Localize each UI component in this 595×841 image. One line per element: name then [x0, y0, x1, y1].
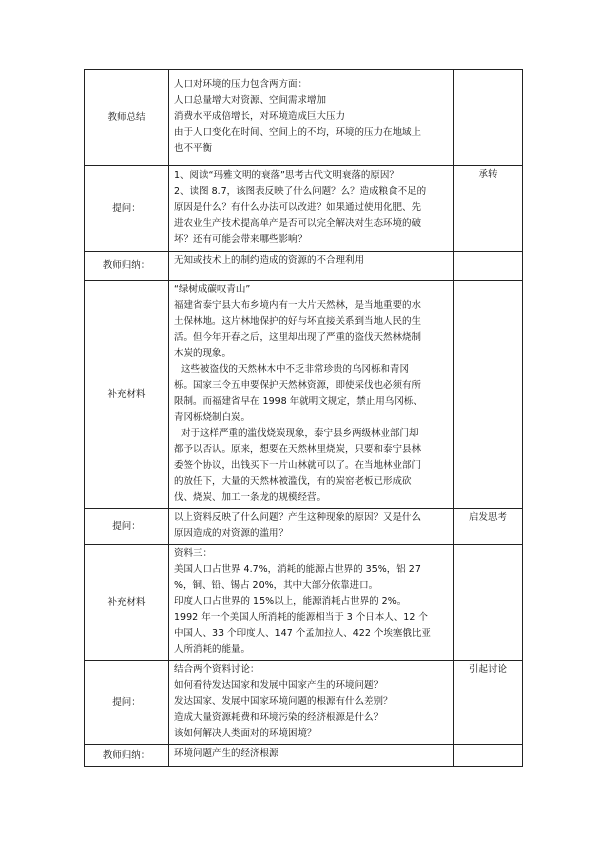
- row-content: [169, 661, 454, 745]
- row-content: [169, 166, 454, 252]
- content-line: 福建省泰宁县大布乡境内有一大片天然林，是当地重要的水: [174, 300, 422, 311]
- content-line: %，铜、铅、锡占 20%，其中大部分依靠进口。: [174, 580, 379, 591]
- row-label: 教师总结: [85, 70, 169, 166]
- content-line: 1、阅读“玛雅文明的衰落”思考古代文明衰落的原因？: [174, 170, 399, 181]
- content-line: 也不平衡: [174, 143, 213, 154]
- content-line: 原因是什么？有什么办法可以改进？如果通过使用化肥、先: [174, 202, 422, 213]
- row-note: [454, 70, 523, 166]
- content-line: 伐、烧炭、加工一条龙的规模经营。: [174, 492, 327, 503]
- row-content: [169, 281, 454, 509]
- content-line: 栎。国家三令五申要保护天然林资源，即使采伐也必须有所: [174, 380, 422, 391]
- content-line: 木炭的现象。: [174, 348, 232, 359]
- table-row: [85, 166, 523, 252]
- row-label: 教师归纳：: [85, 252, 169, 281]
- row-note: [454, 545, 523, 661]
- row-note: [454, 252, 523, 281]
- row-content: [169, 70, 454, 166]
- row-label: 补充材料: [85, 545, 169, 661]
- content-line: 如何看待发达国家和发展中国家产生的环境问题？: [174, 680, 384, 691]
- row-label: 提问：: [85, 509, 169, 545]
- content-line: 坏？还有可能会带来哪些影响？: [174, 234, 308, 245]
- table-row: [85, 545, 523, 661]
- content-line: 中国人、33 个印度人、147 个孟加拉人、422 个埃塞俄比亚: [174, 628, 431, 639]
- content-line: 土保林地。这片林地保护的好与坏直接关系到当地人民的生: [174, 316, 422, 327]
- content-line: 2、读图 8.7，该图表反映了什么问题？么？造成粮食不足的: [174, 186, 427, 197]
- content-line: 环境问题产生的经济根源: [174, 748, 279, 759]
- content-line: 无知或技术上的制约造成的资源的不合理利用: [174, 255, 365, 266]
- row-note: 启发思考: [454, 509, 523, 545]
- content-line: 由于人口变化在时间、空间上的不均，环境的压力在地域上: [174, 127, 422, 138]
- table-row: [85, 745, 523, 767]
- content-line: 人口总量增大对资源、空间需求增加: [174, 95, 327, 106]
- content-line: 印度人口占世界的 15%以上，能源消耗占世界的 2%。: [174, 596, 407, 607]
- content-line: 1992 年一个美国人所消耗的能源相当于 3 个日本人、12 个: [174, 612, 428, 623]
- content-line: 发达国家、发展中国家环境问题的根源有什么差别？: [174, 696, 393, 707]
- content-line: 活。但今年开春之后，这里却出现了严重的盗伐天然林烧制: [174, 332, 422, 343]
- lesson-plan-table: [84, 69, 523, 767]
- row-note: [454, 281, 523, 509]
- row-note: 承转: [454, 166, 523, 252]
- content-line: 青冈栎烧制白炭。: [174, 412, 251, 423]
- content-line: 资料三：: [174, 548, 213, 559]
- content-line: “绿树成碳叹青山”: [174, 284, 251, 295]
- content-line: 都予以否认。原来，想要在天然林里烧炭，只要和泰宁县林: [174, 444, 422, 455]
- content-line: 的放任下，大量的天然林被滥伐，有的炭窑老板已形成砍: [174, 476, 412, 487]
- content-line: 人口对环境的压力包含两方面：: [174, 79, 308, 90]
- table-row: [85, 70, 523, 166]
- row-content: [169, 545, 454, 661]
- content-line: 以上资料反映了什么问题？产生这种现象的原因？又是什么: [174, 512, 422, 523]
- row-label: 补充材料: [85, 281, 169, 509]
- row-label: 教师归纳：: [85, 745, 169, 767]
- table-row: [85, 661, 523, 745]
- table-row: [85, 281, 523, 509]
- content-line: 消费水平成倍增长，对环境造成巨大压力: [174, 111, 346, 122]
- row-note: 引起讨论: [454, 661, 523, 745]
- content-line: 进农业生产技术提高单产是否可以完全解决对生态环境的破: [174, 218, 422, 229]
- content-line: 这些被盗伐的天然林木中不乏非常珍贵的乌冈栎和青冈: [181, 364, 410, 375]
- content-line: 对于这样严重的滥伐烧炭现象，泰宁县乡两级林业部门却: [181, 428, 419, 439]
- content-line: 结合两个资料讨论：: [174, 664, 260, 675]
- table-row: [85, 252, 523, 281]
- row-content: [169, 252, 454, 281]
- row-label: 提问：: [85, 661, 169, 745]
- row-label: 提问：: [85, 166, 169, 252]
- content-line: 委签个协议，出钱买下一片山林就可以了。在当地林业部门: [174, 460, 422, 471]
- table-row: [85, 509, 523, 545]
- content-line: 人所消耗的能量。: [174, 644, 251, 655]
- content-line: 该如何解决人类面对的环境困境？: [174, 728, 317, 739]
- row-note: [454, 745, 523, 767]
- row-content: [169, 509, 454, 545]
- content-line: 限制。而福建省早在 1998 年就明文规定，禁止用乌冈栎、: [174, 396, 423, 407]
- content-line: 原因造成的对资源的滥用？: [174, 528, 289, 539]
- content-line: 造成大量资源耗费和环境污染的经济根源是什么？: [174, 712, 384, 723]
- row-content: [169, 745, 454, 767]
- content-line: 美国人口占世界 4.7%，消耗的能源占世界的 35%，铝 27: [174, 564, 421, 575]
